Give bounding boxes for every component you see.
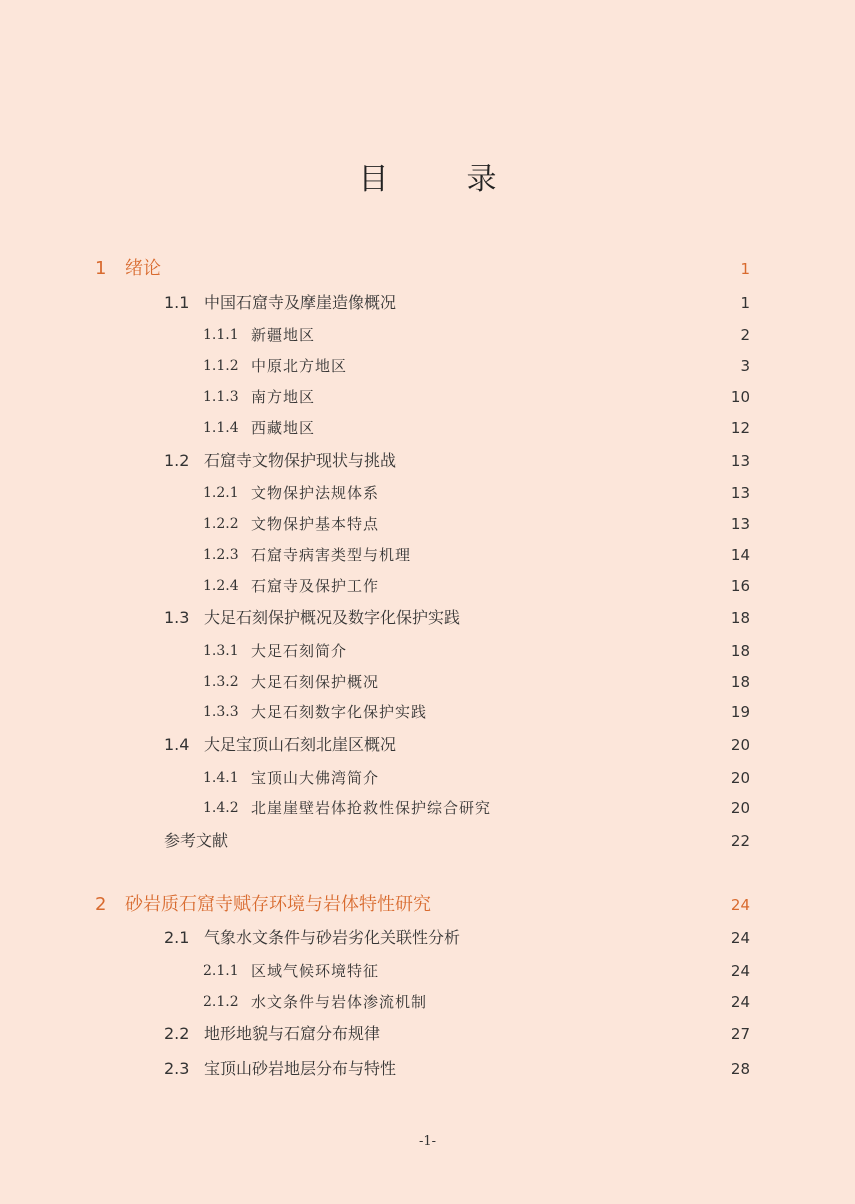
toc-entry-section[interactable] xyxy=(0,291,855,315)
toc-entry-page-number: 16 xyxy=(730,577,750,595)
toc-entry-subsection[interactable] xyxy=(0,543,855,567)
toc-entry-number: 1.4.1 xyxy=(203,770,239,786)
toc-entry-subsection[interactable] xyxy=(0,990,855,1014)
toc-entry-page-number: 1 xyxy=(740,294,750,312)
toc-entry-section[interactable] xyxy=(0,733,855,757)
toc-entry-number: 2.1.2 xyxy=(203,994,239,1010)
toc-entry-number: 1.3.2 xyxy=(203,674,239,690)
toc-entry-title: 宝顶山砂岩地层分布与特性 xyxy=(204,1059,397,1078)
toc-entry-number: 1.2.1 xyxy=(203,485,239,501)
toc-entry-page-number: 13 xyxy=(730,452,750,470)
toc-entry-subsection[interactable] xyxy=(0,670,855,694)
toc-entry-title: 砂岩质石窟寺赋存环境与岩体特性研究 xyxy=(125,894,431,915)
toc-entry-number: 2.1 xyxy=(164,928,190,947)
toc-entry-subsection[interactable] xyxy=(0,796,855,820)
toc-entry-subsection[interactable] xyxy=(0,481,855,505)
toc-entry-title: 新疆地区 xyxy=(251,326,316,344)
toc-entry-title: 大足石刻保护概况 xyxy=(251,673,380,691)
toc-entry-page-number: 13 xyxy=(730,484,750,502)
toc-entry-title: 中国石窟寺及摩崖造像概况 xyxy=(204,293,397,312)
toc-entry-number: 2 xyxy=(95,894,107,915)
toc-entry-title: 中原北方地区 xyxy=(251,357,348,375)
toc-entry-title: 气象水文条件与砂岩劣化关联性分析 xyxy=(204,928,461,947)
toc-entry-title: 绪论 xyxy=(125,258,161,279)
toc-entry-number: 1.3.3 xyxy=(203,704,239,720)
toc-entry-page-number: 13 xyxy=(730,515,750,533)
toc-entry-number: 1.2 xyxy=(164,451,190,470)
toc-entry-number: 2.1.1 xyxy=(203,963,239,979)
toc-entry-number: 1.1 xyxy=(164,293,190,312)
toc-entry-page-number: 20 xyxy=(730,799,750,817)
toc-entry-subsection[interactable] xyxy=(0,385,855,409)
toc-entry-subsection[interactable] xyxy=(0,959,855,983)
toc-entry-number: 1.3 xyxy=(164,608,190,627)
toc-entry-title: 参考文献 xyxy=(164,831,229,850)
toc-entry-title: 大足宝顶山石刻北崖区概况 xyxy=(204,735,397,754)
toc-entry-page-number: 3 xyxy=(740,357,750,375)
toc-entry-page-number: 18 xyxy=(730,642,750,660)
toc-entry-title: 文物保护基本特点 xyxy=(251,515,380,533)
toc-entry-number: 1.1.4 xyxy=(203,420,239,436)
toc-entry-subsection[interactable] xyxy=(0,766,855,790)
toc-entry-page-number: 19 xyxy=(730,703,750,721)
toc-entry-page-number: 28 xyxy=(730,1060,750,1078)
toc-entry-page-number: 18 xyxy=(730,609,750,627)
toc-entry-page-number: 2 xyxy=(740,326,750,344)
toc-entry-page-number: 18 xyxy=(730,673,750,691)
toc-entry-subsection[interactable] xyxy=(0,574,855,598)
toc-entry-title: 石窟寺病害类型与机理 xyxy=(251,546,412,564)
toc-entry-subsection[interactable] xyxy=(0,323,855,347)
toc-entry-title: 南方地区 xyxy=(251,388,316,406)
toc-entry-number: 1.1.1 xyxy=(203,327,239,343)
toc-entry-section[interactable] xyxy=(0,926,855,950)
toc-entry-page-number: 24 xyxy=(730,929,750,947)
page-number: -1- xyxy=(418,1134,437,1149)
toc-entry-section[interactable] xyxy=(0,606,855,630)
toc-entry-page-number: 20 xyxy=(730,769,750,787)
toc-entry-number: 2.2 xyxy=(164,1024,190,1043)
toc-entry-page-number: 14 xyxy=(730,546,750,564)
toc-entry-page-number: 20 xyxy=(730,736,750,754)
toc-entry-section[interactable] xyxy=(0,1057,855,1081)
toc-entry-section[interactable] xyxy=(0,449,855,473)
toc-entry-subsection[interactable] xyxy=(0,354,855,378)
toc-entry-page-number: 24 xyxy=(730,896,750,914)
toc-entry-number: 1.2.2 xyxy=(203,516,239,532)
toc-entry-number: 1.2.3 xyxy=(203,547,239,563)
toc-entry-title: 文物保护法规体系 xyxy=(251,484,380,502)
toc-entry-number: 1 xyxy=(95,258,107,279)
toc-entry-title: 大足石刻简介 xyxy=(251,642,348,660)
toc-entry-number: 1.3.1 xyxy=(203,643,239,659)
toc-entry-title: 石窟寺文物保护现状与挑战 xyxy=(204,451,397,470)
toc-entry-title: 宝顶山大佛湾简介 xyxy=(251,769,380,787)
toc-entry-subsection[interactable] xyxy=(0,639,855,663)
toc-entry-title: 区域气候环境特征 xyxy=(251,962,380,980)
toc-entry-subsection[interactable] xyxy=(0,416,855,440)
toc-entry-refs[interactable] xyxy=(0,829,855,853)
toc-entry-subsection[interactable] xyxy=(0,700,855,724)
toc-entry-title: 水文条件与岩体渗流机制 xyxy=(251,993,428,1011)
page-title: 目 录 xyxy=(358,162,521,197)
toc-entry-page-number: 24 xyxy=(730,962,750,980)
toc-entry-number: 1.4.2 xyxy=(203,800,239,816)
toc-entry-page-number: 1 xyxy=(740,260,750,278)
toc-entry-number: 1.1.3 xyxy=(203,389,239,405)
toc-entry-page-number: 24 xyxy=(730,993,750,1011)
toc-entry-subsection[interactable] xyxy=(0,512,855,536)
toc-entry-title: 大足石刻保护概况及数字化保护实践 xyxy=(204,608,461,627)
toc-entry-number: 1.1.2 xyxy=(203,358,239,374)
toc-entry-page-number: 22 xyxy=(730,832,750,850)
toc-entry-title: 石窟寺及保护工作 xyxy=(251,577,380,595)
toc-entry-number: 1.4 xyxy=(164,735,190,754)
toc-entry-chapter[interactable] xyxy=(0,257,855,281)
toc-entry-number: 2.3 xyxy=(164,1059,190,1078)
toc-entry-page-number: 12 xyxy=(730,419,750,437)
toc-entry-page-number: 27 xyxy=(730,1025,750,1043)
toc-entry-title: 地形地貌与石窟分布规律 xyxy=(204,1024,381,1043)
toc-entry-number: 1.2.4 xyxy=(203,578,239,594)
toc-entry-title: 大足石刻数字化保护实践 xyxy=(251,703,428,721)
toc-entry-title: 西藏地区 xyxy=(251,419,316,437)
toc-entry-section[interactable] xyxy=(0,1022,855,1046)
toc-entry-page-number: 10 xyxy=(730,388,750,406)
toc-entry-chapter[interactable] xyxy=(0,893,855,917)
toc-entry-title: 北崖崖壁岩体抢救性保护综合研究 xyxy=(251,799,492,817)
